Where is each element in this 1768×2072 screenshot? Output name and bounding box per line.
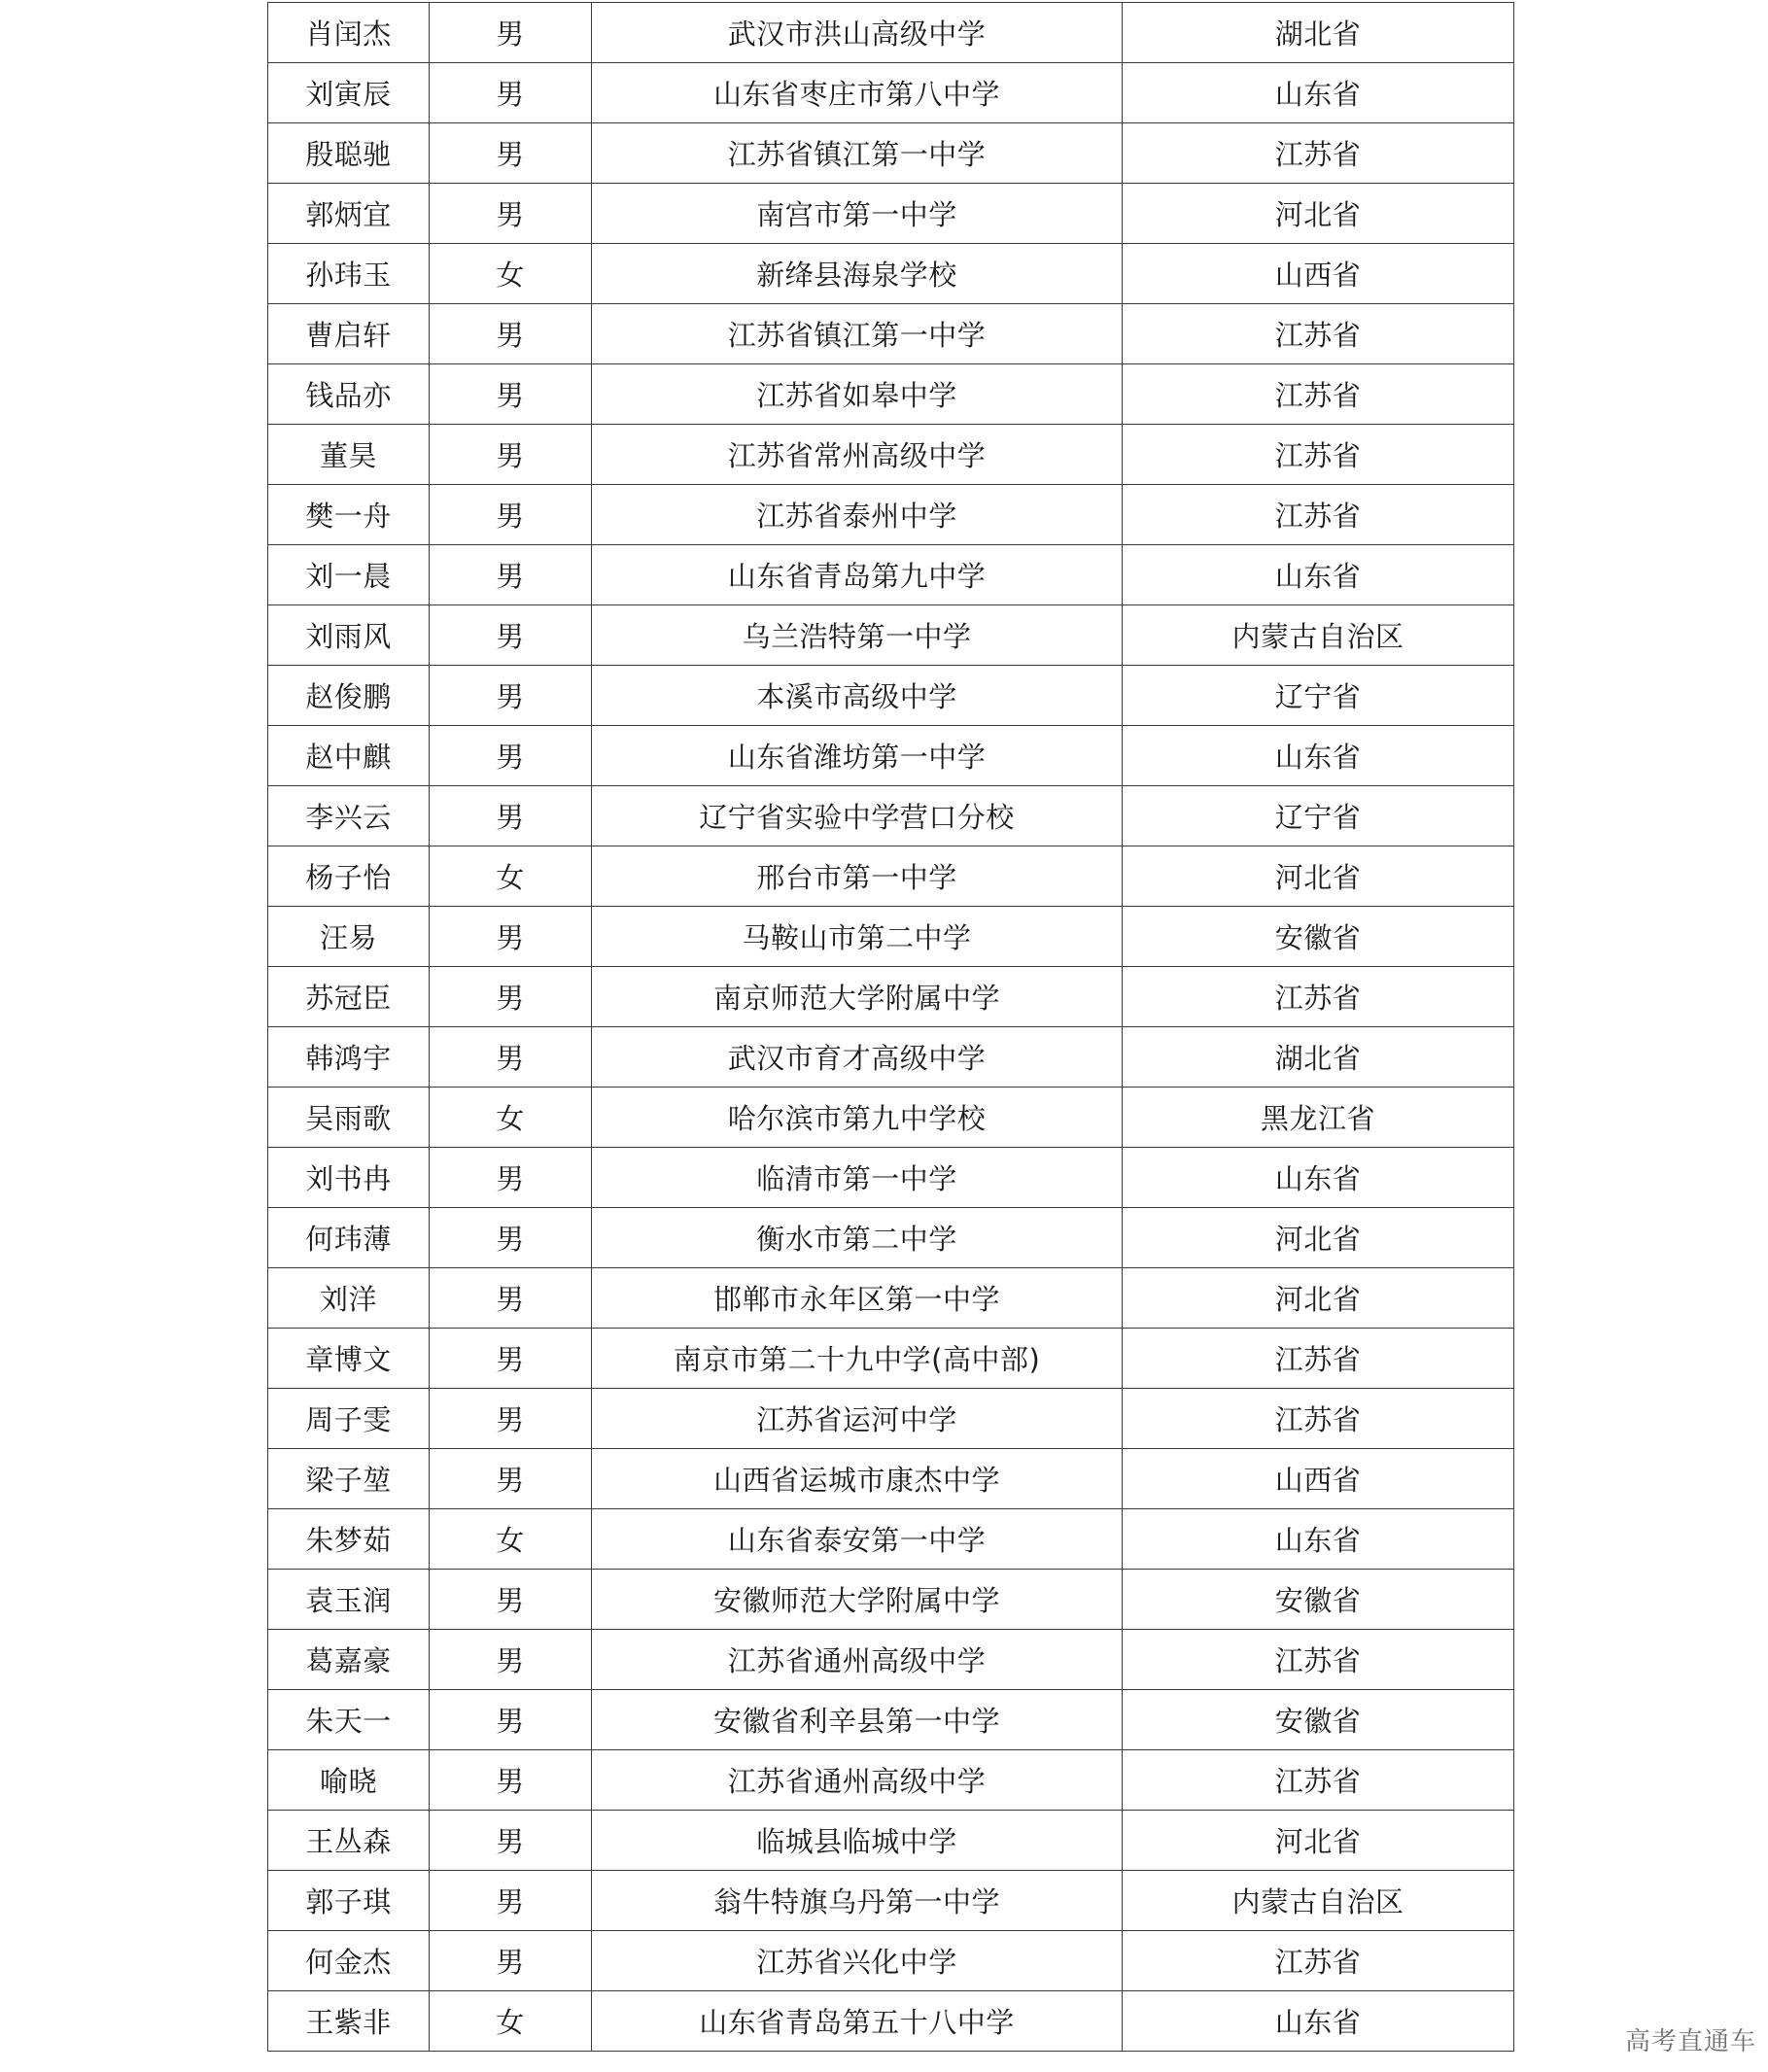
school-cell: 山东省泰安第一中学 <box>592 1509 1123 1570</box>
province-cell: 江苏省 <box>1123 1389 1514 1449</box>
province-cell: 黑龙江省 <box>1123 1088 1514 1148</box>
name-cell: 杨子怡 <box>268 846 430 907</box>
school-cell: 江苏省兴化中学 <box>592 1931 1123 1991</box>
name-cell: 周子雯 <box>268 1389 430 1449</box>
table-row <box>268 666 1514 726</box>
table-row <box>268 184 1514 244</box>
gender-cell: 女 <box>430 1088 592 1148</box>
gender-cell: 男 <box>430 726 592 786</box>
province-cell: 江苏省 <box>1123 1750 1514 1811</box>
province-cell: 湖北省 <box>1123 1027 1514 1088</box>
school-cell: 辽宁省实验中学营口分校 <box>592 786 1123 846</box>
school-cell: 山东省枣庄市第八中学 <box>592 63 1123 123</box>
province-cell: 山东省 <box>1123 1991 1514 2052</box>
name-cell: 刘洋 <box>268 1268 430 1329</box>
name-cell: 刘书冉 <box>268 1148 430 1208</box>
gender-cell: 男 <box>430 1630 592 1690</box>
table-row <box>268 1750 1514 1811</box>
school-cell: 邢台市第一中学 <box>592 846 1123 907</box>
name-cell: 郭子琪 <box>268 1871 430 1931</box>
table-row <box>268 364 1514 425</box>
table-row <box>268 1570 1514 1630</box>
name-cell: 刘一晨 <box>268 545 430 605</box>
province-cell: 河北省 <box>1123 846 1514 907</box>
school-cell: 哈尔滨市第九中学校 <box>592 1088 1123 1148</box>
province-cell: 内蒙古自治区 <box>1123 605 1514 666</box>
name-cell: 朱梦茹 <box>268 1509 430 1570</box>
gender-cell: 男 <box>430 786 592 846</box>
gender-cell: 男 <box>430 545 592 605</box>
table-row <box>268 846 1514 907</box>
table-row <box>268 1449 1514 1509</box>
province-cell: 江苏省 <box>1123 123 1514 184</box>
name-cell: 苏冠臣 <box>268 967 430 1027</box>
name-cell: 李兴云 <box>268 786 430 846</box>
gender-cell: 男 <box>430 304 592 364</box>
school-cell: 乌兰浩特第一中学 <box>592 605 1123 666</box>
table-row <box>268 1690 1514 1750</box>
name-cell: 刘雨风 <box>268 605 430 666</box>
table-row <box>268 1871 1514 1931</box>
school-cell: 山东省青岛第五十八中学 <box>592 1991 1123 2052</box>
gender-cell: 男 <box>430 1389 592 1449</box>
school-cell: 南京市第二十九中学(高中部) <box>592 1329 1123 1389</box>
table-row <box>268 1268 1514 1329</box>
gender-cell: 男 <box>430 364 592 425</box>
province-cell: 河北省 <box>1123 1208 1514 1268</box>
school-cell: 临城县临城中学 <box>592 1811 1123 1871</box>
gender-cell: 男 <box>430 605 592 666</box>
school-cell: 安徽省利辛县第一中学 <box>592 1690 1123 1750</box>
name-cell: 董昊 <box>268 425 430 485</box>
province-cell: 湖北省 <box>1123 3 1514 63</box>
table-row <box>268 1088 1514 1148</box>
name-cell: 钱品亦 <box>268 364 430 425</box>
table-row <box>268 1208 1514 1268</box>
province-cell: 江苏省 <box>1123 1329 1514 1389</box>
gender-cell: 女 <box>430 1509 592 1570</box>
school-cell: 山东省青岛第九中学 <box>592 545 1123 605</box>
name-cell: 喻晓 <box>268 1750 430 1811</box>
name-cell: 郭炳宜 <box>268 184 430 244</box>
province-cell: 安徽省 <box>1123 1690 1514 1750</box>
school-cell: 临清市第一中学 <box>592 1148 1123 1208</box>
name-cell: 韩鸿宇 <box>268 1027 430 1088</box>
province-cell: 河北省 <box>1123 1268 1514 1329</box>
school-cell: 武汉市洪山高级中学 <box>592 3 1123 63</box>
table-row <box>268 123 1514 184</box>
gender-cell: 男 <box>430 1690 592 1750</box>
name-cell: 孙玮玉 <box>268 244 430 304</box>
province-cell: 江苏省 <box>1123 1931 1514 1991</box>
name-cell: 王丛森 <box>268 1811 430 1871</box>
gender-cell: 男 <box>430 1449 592 1509</box>
table-row <box>268 1389 1514 1449</box>
name-cell: 袁玉润 <box>268 1570 430 1630</box>
school-cell: 江苏省通州高级中学 <box>592 1630 1123 1690</box>
province-cell: 安徽省 <box>1123 907 1514 967</box>
province-cell: 江苏省 <box>1123 364 1514 425</box>
gender-cell: 男 <box>430 1208 592 1268</box>
name-cell: 殷聪驰 <box>268 123 430 184</box>
province-cell: 山东省 <box>1123 545 1514 605</box>
school-cell: 衡水市第二中学 <box>592 1208 1123 1268</box>
school-cell: 山东省潍坊第一中学 <box>592 726 1123 786</box>
province-cell: 江苏省 <box>1123 304 1514 364</box>
province-cell: 山东省 <box>1123 63 1514 123</box>
school-cell: 江苏省泰州中学 <box>592 485 1123 545</box>
name-cell: 赵俊鹏 <box>268 666 430 726</box>
gender-cell: 男 <box>430 1871 592 1931</box>
gender-cell: 男 <box>430 184 592 244</box>
name-cell: 葛嘉豪 <box>268 1630 430 1690</box>
province-cell: 江苏省 <box>1123 1630 1514 1690</box>
name-cell: 刘寅辰 <box>268 63 430 123</box>
gender-cell: 男 <box>430 1750 592 1811</box>
school-cell: 江苏省运河中学 <box>592 1389 1123 1449</box>
province-cell: 安徽省 <box>1123 1570 1514 1630</box>
gender-cell: 男 <box>430 1811 592 1871</box>
school-cell: 江苏省镇江第一中学 <box>592 123 1123 184</box>
name-cell: 章博文 <box>268 1329 430 1389</box>
school-cell: 江苏省如皋中学 <box>592 364 1123 425</box>
table-row <box>268 967 1514 1027</box>
table-row <box>268 1630 1514 1690</box>
student-roster-table <box>267 2 1514 2052</box>
school-cell: 江苏省常州高级中学 <box>592 425 1123 485</box>
school-cell: 山西省运城市康杰中学 <box>592 1449 1123 1509</box>
gender-cell: 男 <box>430 485 592 545</box>
gender-cell: 男 <box>430 907 592 967</box>
name-cell: 肖闰杰 <box>268 3 430 63</box>
table-row <box>268 726 1514 786</box>
table-row <box>268 1991 1514 2052</box>
province-cell: 山东省 <box>1123 1148 1514 1208</box>
school-cell: 邯郸市永年区第一中学 <box>592 1268 1123 1329</box>
name-cell: 王紫非 <box>268 1991 430 2052</box>
name-cell: 樊一舟 <box>268 485 430 545</box>
name-cell: 何玮薄 <box>268 1208 430 1268</box>
school-cell: 安徽师范大学附属中学 <box>592 1570 1123 1630</box>
table-row <box>268 63 1514 123</box>
table-row <box>268 545 1514 605</box>
table-row <box>268 1811 1514 1871</box>
gender-cell: 男 <box>430 1931 592 1991</box>
province-cell: 辽宁省 <box>1123 666 1514 726</box>
table-row <box>268 907 1514 967</box>
province-cell: 辽宁省 <box>1123 786 1514 846</box>
roster-table-body <box>268 3 1514 2052</box>
province-cell: 河北省 <box>1123 1811 1514 1871</box>
school-cell: 翁牛特旗乌丹第一中学 <box>592 1871 1123 1931</box>
gender-cell: 男 <box>430 3 592 63</box>
school-cell: 马鞍山市第二中学 <box>592 907 1123 967</box>
gender-cell: 男 <box>430 1268 592 1329</box>
gender-cell: 男 <box>430 123 592 184</box>
gender-cell: 男 <box>430 1570 592 1630</box>
school-cell: 本溪市高级中学 <box>592 666 1123 726</box>
province-cell: 江苏省 <box>1123 485 1514 545</box>
gender-cell: 女 <box>430 244 592 304</box>
name-cell: 朱天一 <box>268 1690 430 1750</box>
table-row <box>268 3 1514 63</box>
name-cell: 曹启轩 <box>268 304 430 364</box>
table-row <box>268 304 1514 364</box>
name-cell: 吴雨歌 <box>268 1088 430 1148</box>
gender-cell: 男 <box>430 63 592 123</box>
school-cell: 新绛县海泉学校 <box>592 244 1123 304</box>
table-row <box>268 1931 1514 1991</box>
name-cell: 赵中麒 <box>268 726 430 786</box>
watermark-text: 高考直通车 <box>1624 2027 1756 2056</box>
gender-cell: 男 <box>430 967 592 1027</box>
province-cell: 山东省 <box>1123 1509 1514 1570</box>
gender-cell: 女 <box>430 1991 592 2052</box>
name-cell: 何金杰 <box>268 1931 430 1991</box>
gender-cell: 男 <box>430 1027 592 1088</box>
school-cell: 武汉市育才高级中学 <box>592 1027 1123 1088</box>
table-row <box>268 244 1514 304</box>
table-row <box>268 1148 1514 1208</box>
gender-cell: 男 <box>430 1329 592 1389</box>
table-row <box>268 485 1514 545</box>
province-cell: 山西省 <box>1123 244 1514 304</box>
gender-cell: 男 <box>430 666 592 726</box>
province-cell: 山东省 <box>1123 726 1514 786</box>
province-cell: 山西省 <box>1123 1449 1514 1509</box>
school-cell: 江苏省镇江第一中学 <box>592 304 1123 364</box>
school-cell: 南京师范大学附属中学 <box>592 967 1123 1027</box>
province-cell: 河北省 <box>1123 184 1514 244</box>
province-cell: 内蒙古自治区 <box>1123 1871 1514 1931</box>
province-cell: 江苏省 <box>1123 425 1514 485</box>
gender-cell: 男 <box>430 1148 592 1208</box>
table-row <box>268 1027 1514 1088</box>
table-row <box>268 425 1514 485</box>
province-cell: 江苏省 <box>1123 967 1514 1027</box>
name-cell: 汪易 <box>268 907 430 967</box>
name-cell: 梁子堃 <box>268 1449 430 1509</box>
table-row <box>268 786 1514 846</box>
table-row <box>268 1509 1514 1570</box>
school-cell: 江苏省通州高级中学 <box>592 1750 1123 1811</box>
table-row <box>268 605 1514 666</box>
gender-cell: 女 <box>430 846 592 907</box>
school-cell: 南宫市第一中学 <box>592 184 1123 244</box>
gender-cell: 男 <box>430 425 592 485</box>
table-row <box>268 1329 1514 1389</box>
